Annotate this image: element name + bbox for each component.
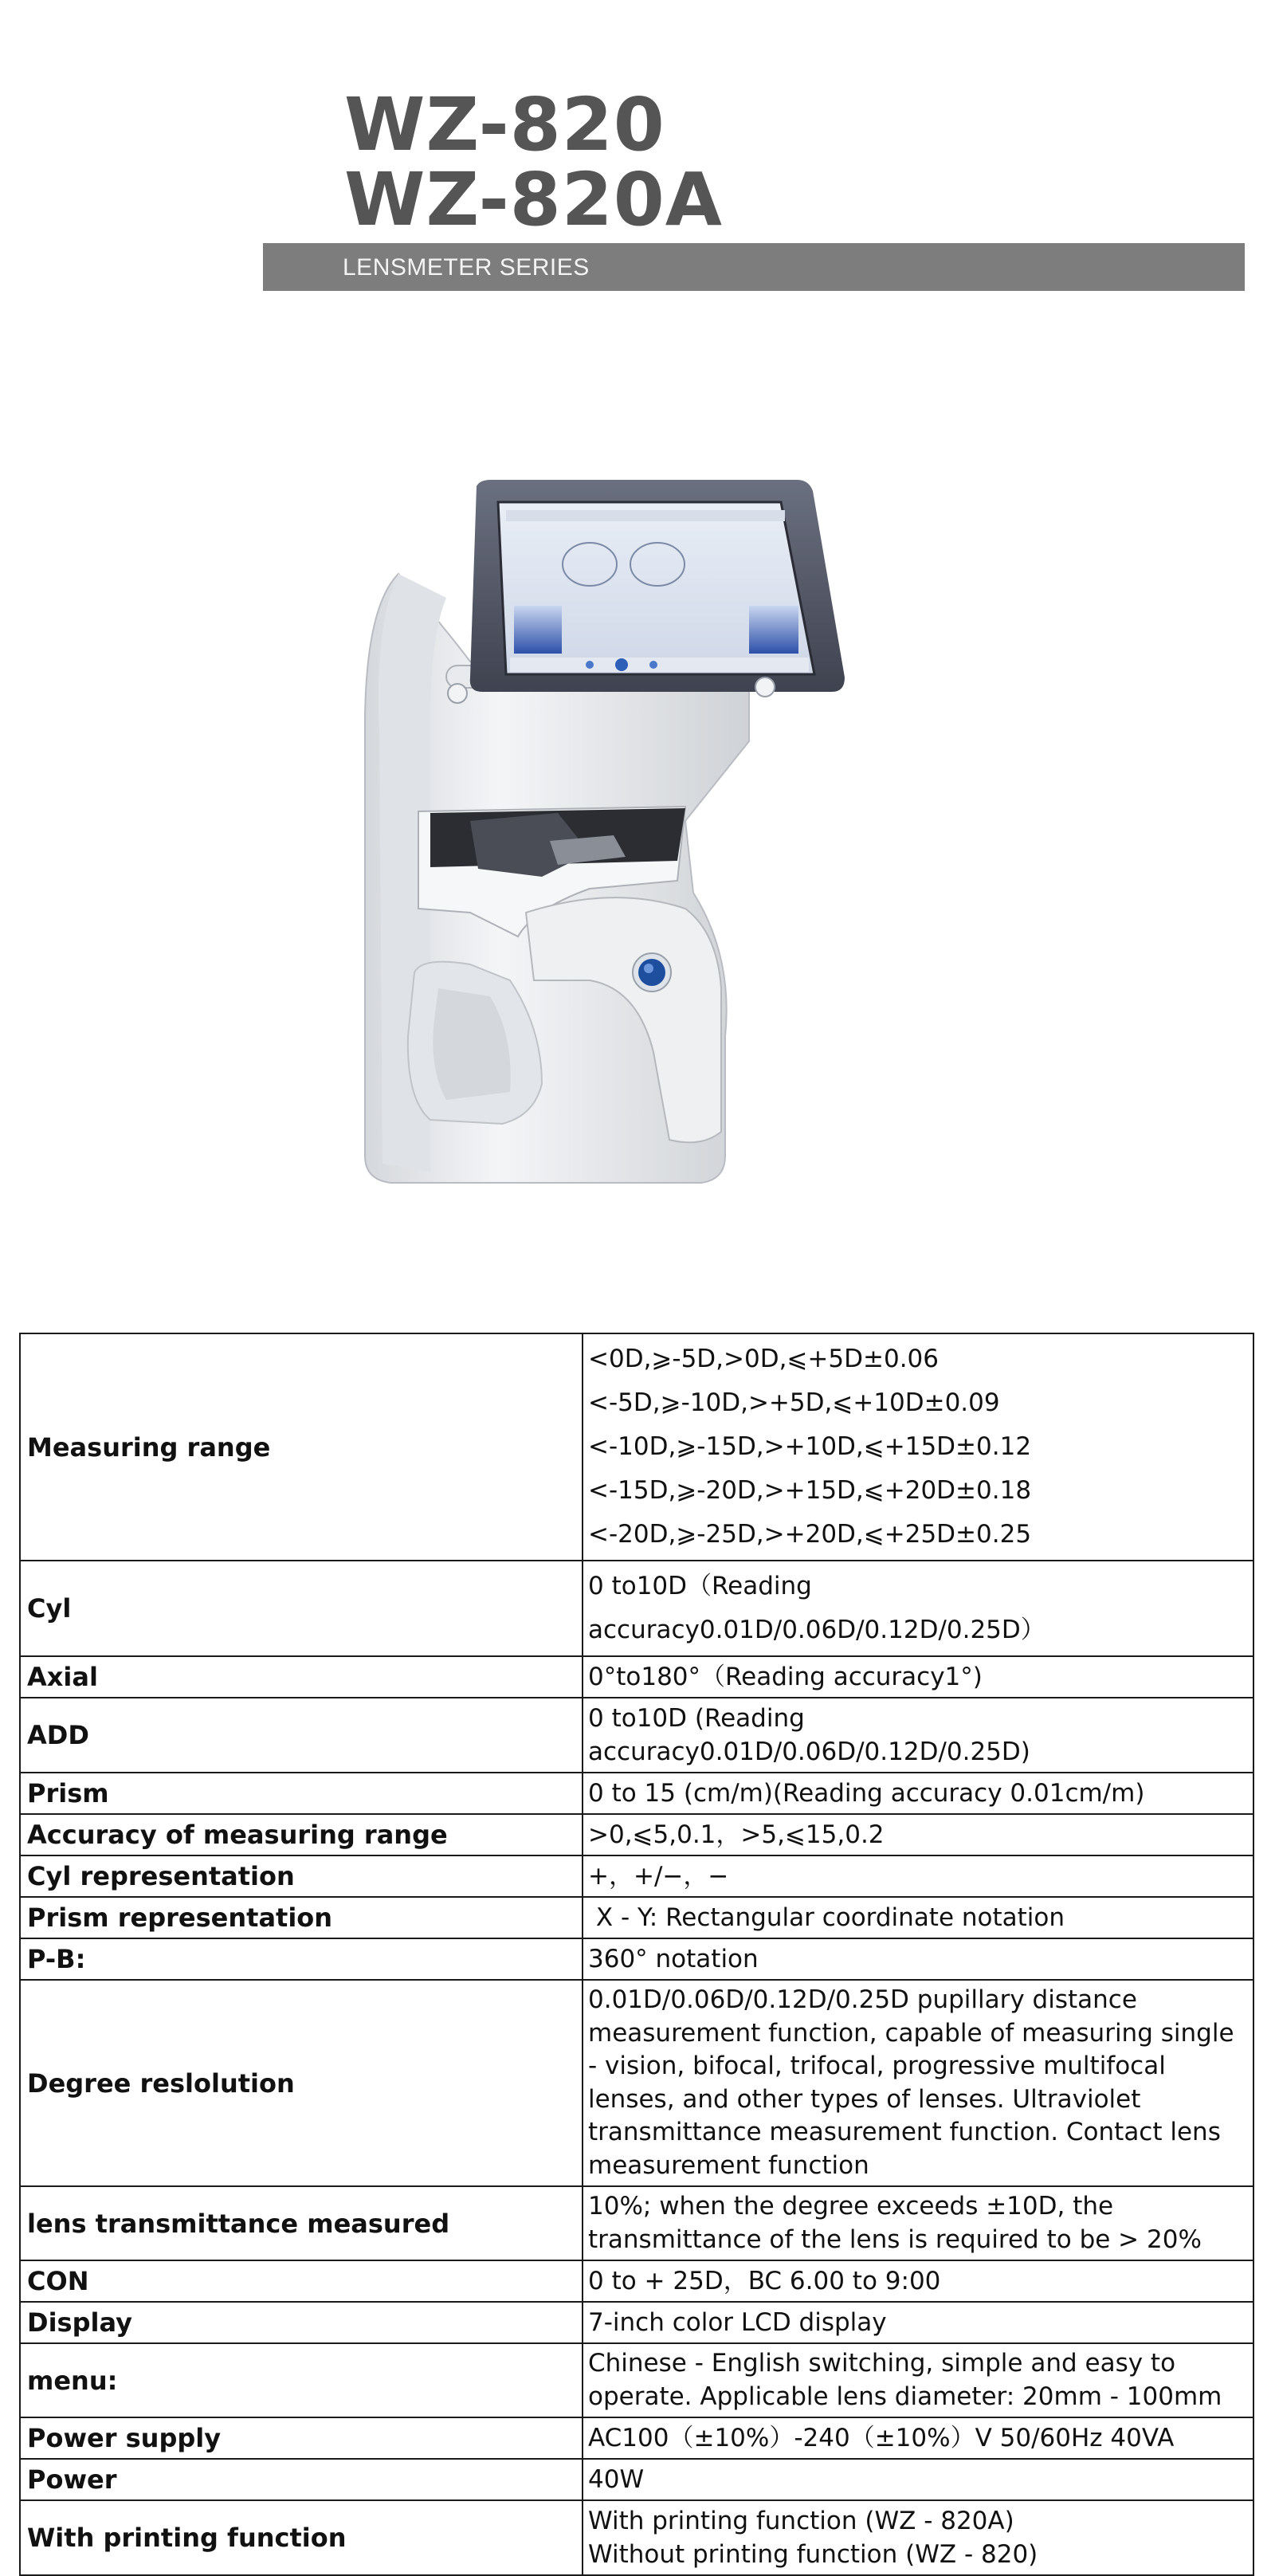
spec-label: ADD [20,1698,583,1773]
spec-label: Power [20,2459,583,2500]
series-label: LENSMETER SERIES [343,254,590,281]
spec-label: With printing function [20,2500,583,2575]
spec-row-menu [20,2343,1253,2417]
product-title [344,82,723,242]
spec-row-pb [20,1938,1253,1980]
spec-value: 360° notation [583,1938,1253,1980]
spec-value: X - Y: Rectangular coordinate notation [583,1897,1253,1938]
spec-label: Degree reslolution [20,1980,583,2186]
spec-value: +，+/−，− [583,1855,1253,1897]
spec-row-display [20,2302,1253,2343]
spec-label: Cyl representation [20,1855,583,1897]
spec-label: Power supply [20,2417,583,2459]
spec-row-prism-representation [20,1897,1253,1938]
spec-label: menu: [20,2343,583,2417]
spec-row-accuracy [20,1814,1253,1855]
spec-value: 0 to + 25D，BC 6.00 to 9:00 [583,2260,1253,2302]
spec-value: 0 to 15 (cm/m)(Reading accuracy 0.01cm/m) [583,1773,1253,1814]
spec-value [583,2186,1253,2260]
range-line: <-5D,⩾-10D,>+5D,⩽+10D±0.09 [588,1388,1000,1417]
product-image [351,478,845,1211]
spec-row-power [20,2459,1253,2500]
spec-row-power-supply [20,2417,1253,2459]
menu-text: Chinese - English switching, simple and easy to operate. Applicable lens diameter: 20mm - 100mm [588,2349,1222,2411]
range-line: <-10D,⩾-15D,>+10D,⩽+15D±0.12 [588,1432,1032,1461]
spec-value: 0 to10D (Reading accuracy0.01D/0.06D/0.12D/0.25D) [583,1698,1253,1773]
spec-label: Measuring range [20,1333,583,1561]
spec-row-degree-resolution [20,1980,1253,2186]
transmittance-text: 10%; when the degree exceeds ±10D, the transmittance of the lens is required to be > 20% [588,2192,1202,2254]
spec-value [583,2500,1253,2575]
spec-value: 0°to180°（Reading accuracy1°) [583,1656,1253,1698]
spec-row-axial [20,1656,1253,1698]
spec-value [583,1980,1253,2186]
spec-label: Prism representation [20,1897,583,1938]
title-line-1: WZ-820 [344,82,665,167]
spec-value: >0,⩽5,0.1，>5,⩽15,0.2 [583,1814,1253,1855]
cyl-line: 0 to10D（Reading [588,1572,812,1600]
printing-line: Without printing function (WZ - 820) [588,2540,1038,2569]
spec-label: lens transmittance measured [20,2186,583,2260]
spec-row-prism [20,1773,1253,1814]
degree-resolution-text: 0.01D/0.06D/0.12D/0.25D pupillary distance measurement function, capable of measuring single - vision, bifocal, trifocal, progressive multifocal lenses, and other types of lenses. Ultraviolet transmittance measurement function. Contact lens measurement function [588,1985,1234,2180]
spec-value: 40W [583,2459,1253,2500]
printing-line: With printing function (WZ - 820A) [588,2507,1014,2535]
spec-label: Accuracy of measuring range [20,1814,583,1855]
spec-label: Prism [20,1773,583,1814]
spec-row-transmittance [20,2186,1253,2260]
spec-row-measuring-range [20,1333,1253,1561]
spec-row-cyl-representation [20,1855,1253,1897]
spec-label: Cyl [20,1561,583,1656]
title-line-2: WZ-820A [344,157,723,242]
spec-value: AC100（±10%）-240（±10%）V 50/60Hz 40VA [583,2417,1253,2459]
spec-table [19,1333,1254,2576]
spec-row-add [20,1698,1253,1773]
spec-value [583,2343,1253,2417]
cyl-line: accuracy0.01D/0.06D/0.12D/0.25D） [588,1616,1046,1644]
spec-value: 7-inch color LCD display [583,2302,1253,2343]
spec-label: Display [20,2302,583,2343]
spec-label: P-B: [20,1938,583,1980]
spec-value [583,1561,1253,1656]
series-banner [263,243,1245,291]
spec-label: CON [20,2260,583,2302]
range-line: <-20D,⩾-25D,>+20D,⩽+25D±0.25 [588,1520,1032,1549]
range-line: <-15D,⩾-20D,>+15D,⩽+20D±0.18 [588,1476,1032,1505]
spec-row-printing [20,2500,1253,2575]
spec-row-cyl [20,1561,1253,1656]
spec-value [583,1333,1253,1561]
spec-label: Axial [20,1656,583,1698]
spec-row-con [20,2260,1253,2302]
range-line: <0D,⩾-5D,>0D,⩽+5D±0.06 [588,1345,939,1373]
